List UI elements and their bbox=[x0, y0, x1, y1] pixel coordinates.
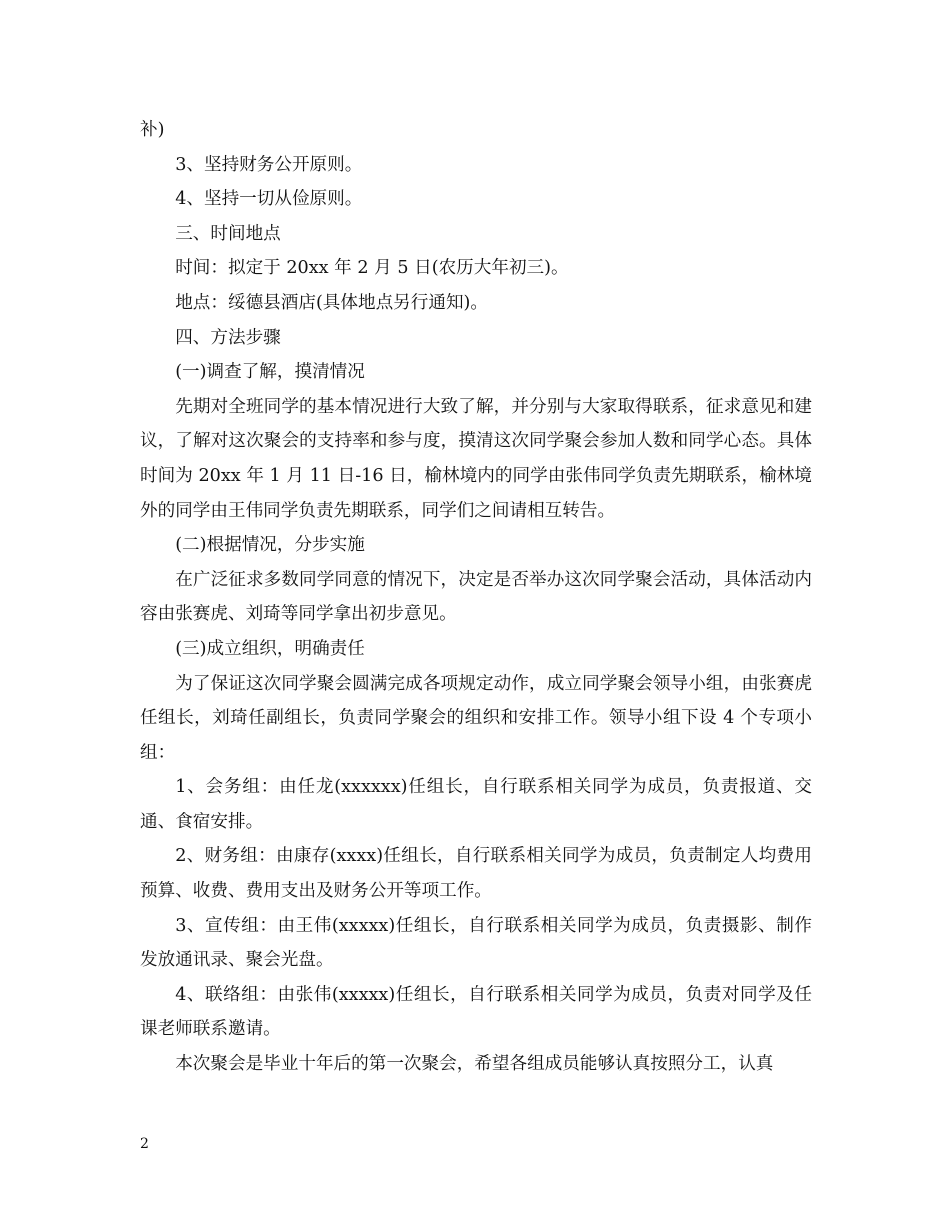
subsection-heading: (三)成立组织，明确责任 bbox=[175, 638, 365, 659]
paragraph: 本次聚会是毕业十年后的第一次聚会，希望各组成员能够认真按照分工，认真 bbox=[175, 1054, 774, 1075]
paragraph: 3、宣传组：由王伟(xxxxx)任组长，自行联系相关同学为成员，负责摄影、制作发放通讯录、聚会光盘。 bbox=[140, 915, 812, 971]
paragraph: 2、财务组：由康存(xxxx)任组长，自行联系相关同学为成员，负责制定人均费用预算、收费、费用支出及财务公开等项工作。 bbox=[140, 846, 812, 902]
subsection-heading: (二)根据情况，分步实施 bbox=[175, 535, 365, 556]
paragraph: 1、会务组：由任龙(xxxxxx)任组长，自行联系相关同学为成员，负责报道、交通、食宿安排。 bbox=[140, 777, 812, 832]
paragraph: 在广泛征求多数同学同意的情况下，决定是否举办这次同学聚会活动，具体活动内容由张赛虎、刘琦等同学拿出初步意见。 bbox=[140, 569, 812, 625]
paragraph: 为了保证这次同学聚会圆满完成各项规定动作，成立同学聚会领导小组，由张赛虎任组长，刘琦任副组长，负责同学聚会的组织和安排工作。领导小组下设 4 个专项小组： bbox=[140, 673, 812, 763]
document-body bbox=[140, 113, 812, 1082]
page-number: 2 bbox=[140, 1136, 149, 1152]
paragraph: 补) bbox=[140, 120, 165, 140]
paragraph: 4、坚持一切从俭原则。 bbox=[175, 189, 363, 210]
paragraph: 先期对全班同学的基本情况进行大致了解，并分别与大家取得联系，征求意见和建议，了解对这次聚会的支持率和参与度，摸清这次同学聚会参加人数和同学心态。具体时间为 20xx 年 1 月 11 日-16 日，榆林境内的同学由张伟同学负责先期联系，榆林境外的同学由王伟同学负责先期联系，同学们之间请相互转告。 bbox=[140, 396, 812, 521]
section-heading: 四、方法步骤 bbox=[175, 327, 281, 348]
paragraph: 地点：绥德县酒店(具体地点另行通知)。 bbox=[175, 292, 489, 313]
section-heading: 三、时间地点 bbox=[175, 223, 281, 244]
paragraph: 4、联络组：由张伟(xxxxx)任组长，自行联系相关同学为成员，负责对同学及任课老师联系邀请。 bbox=[140, 984, 812, 1040]
paragraph: 时间：拟定于 20xx 年 2 月 5 日(农历大年初三)。 bbox=[175, 258, 569, 279]
paragraph: 3、坚持财务公开原则。 bbox=[175, 154, 363, 175]
subsection-heading: (一)调查了解，摸清情况 bbox=[175, 362, 365, 383]
